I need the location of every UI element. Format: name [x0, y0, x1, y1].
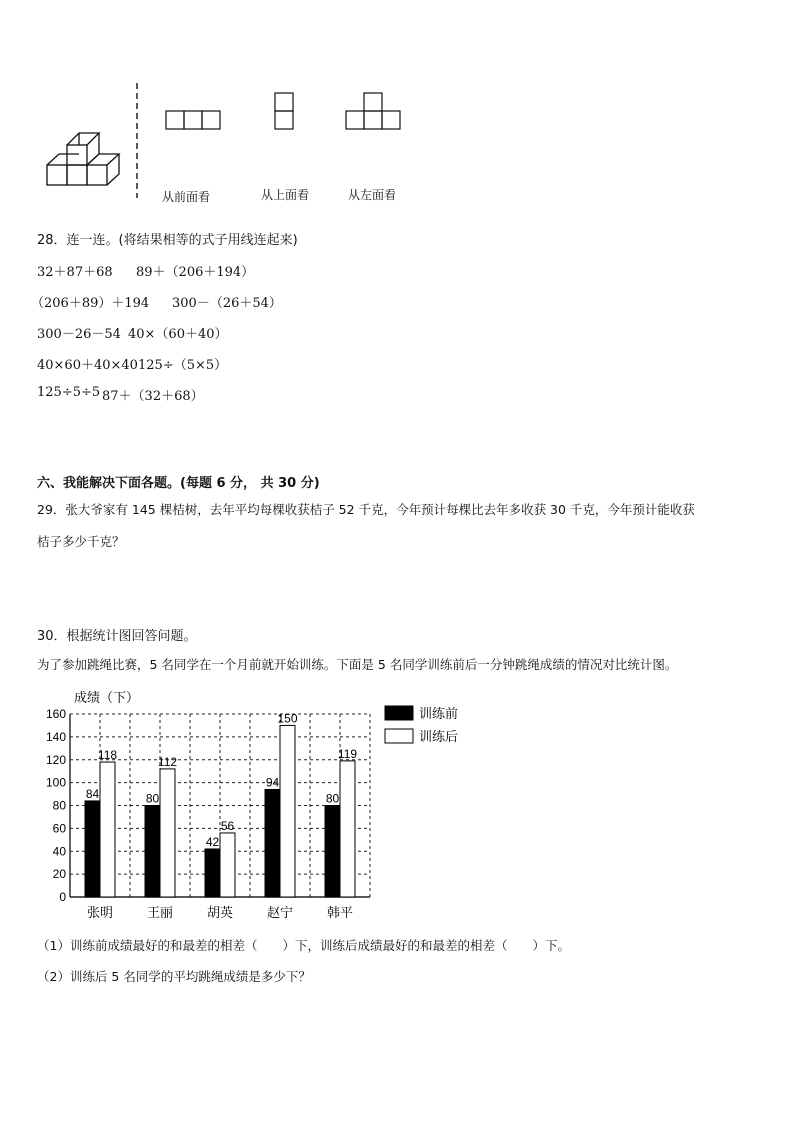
- q28-right-3: 40×（60＋40）: [128, 327, 228, 342]
- y-tick-label: 140: [45, 729, 66, 744]
- data-label: 118: [97, 748, 118, 763]
- q28-left-4: 40×60＋40×40: [37, 358, 138, 373]
- q28-left-1: 32＋87＋68: [37, 265, 113, 280]
- y-tick-label: 0: [59, 890, 66, 904]
- y-axis-label: 成绩（下）: [74, 690, 140, 705]
- bar-after-4: [280, 725, 295, 897]
- x-tick-label: 赵宁: [266, 905, 294, 920]
- x-tick-label: 韩平: [326, 905, 354, 920]
- y-tick-label: 60: [52, 821, 66, 836]
- bar-after-5: [340, 761, 355, 897]
- bar-before-2: [145, 806, 160, 898]
- top-view-label: 从上面看: [261, 188, 310, 202]
- x-tick-label: 胡英: [206, 905, 234, 920]
- bar-before-3: [205, 849, 220, 897]
- bar-before-4: [265, 789, 280, 897]
- data-label: 80: [145, 791, 160, 806]
- legend-label: 训练后: [419, 729, 459, 744]
- x-tick-label: 张明: [86, 905, 114, 920]
- q28-left-5: 125÷5÷5: [37, 385, 101, 400]
- y-tick-label: 80: [52, 798, 66, 813]
- y-tick-label: 160: [45, 707, 66, 721]
- section-6-heading: 六、我能解决下面各题。(每题 6 分， 共 30 分): [37, 476, 320, 491]
- q28-left-2: （206＋89）＋194: [31, 296, 150, 311]
- legend-swatch: [385, 706, 413, 720]
- q28-right-2: 300－（26＋54）: [172, 296, 282, 311]
- bars: [85, 711, 357, 897]
- y-tick-label: 120: [45, 752, 66, 767]
- q28-right-4: 125÷（5×5）: [138, 358, 228, 373]
- q28-title: 28．连一连。(将结果相等的式子用线连起来): [37, 233, 298, 248]
- q28-left-3: 300－26－54: [37, 327, 121, 342]
- top-view-drawing: [275, 93, 293, 129]
- bar-after-1: [100, 762, 115, 897]
- q30-title: 30．根据统计图回答问题。: [37, 629, 197, 644]
- bar-before-1: [85, 801, 100, 897]
- y-tick-labels: [46, 707, 66, 904]
- legend-swatch: [385, 729, 413, 743]
- front-view-label: 从前面看: [162, 190, 211, 204]
- data-label: 56: [220, 818, 235, 833]
- legend-label: 训练前: [419, 706, 459, 721]
- x-tick-label: 王丽: [146, 905, 174, 920]
- bar-chart: [30, 682, 480, 927]
- bar-before-5: [325, 806, 340, 898]
- q29-line-1: 29．张大爷家有 145 棵桔树，去年平均每棵收获桔子 52 千克，今年预计每棵比去年多收获 30 千克，今年预计能收获: [37, 502, 695, 517]
- y-tick-label: 20: [52, 867, 66, 882]
- q28-right-5: 87＋（32＋68）: [102, 389, 204, 404]
- y-tick-label: 40: [52, 844, 66, 859]
- x-tick-labels: [87, 905, 353, 920]
- cube-stack-drawing: [47, 133, 119, 185]
- q28-right-1: 89＋（206＋194）: [136, 265, 255, 280]
- data-label: 112: [157, 754, 178, 769]
- q30-sub1: （1）训练前成绩最好的和最差的相差（ ）下，训练后成绩最好的和最差的相差（ ）下。: [37, 938, 570, 953]
- q30-intro: 为了参加跳绳比赛，5 名同学在一个月前就开始训练。下面是 5 名同学训练前后一分钟跳绳成绩的情况对比统计图。: [37, 657, 678, 672]
- data-label: 42: [205, 834, 220, 849]
- left-view-drawing: [346, 93, 400, 129]
- data-label: 84: [85, 786, 100, 801]
- data-label: 94: [265, 775, 280, 790]
- legend: [385, 706, 458, 744]
- q29-line-2: 桔子多少千克？: [37, 534, 125, 549]
- bar-after-2: [160, 769, 175, 897]
- q30-sub2: （2）训练后 5 名同学的平均跳绳成绩是多少下？: [37, 969, 311, 984]
- bar-after-3: [220, 833, 235, 897]
- data-label: 119: [337, 746, 358, 761]
- y-tick-label: 100: [45, 775, 66, 790]
- left-view-label: 从左面看: [348, 188, 397, 202]
- data-label: 80: [325, 791, 340, 806]
- data-label: 150: [277, 711, 298, 726]
- front-view-drawing: [166, 111, 220, 129]
